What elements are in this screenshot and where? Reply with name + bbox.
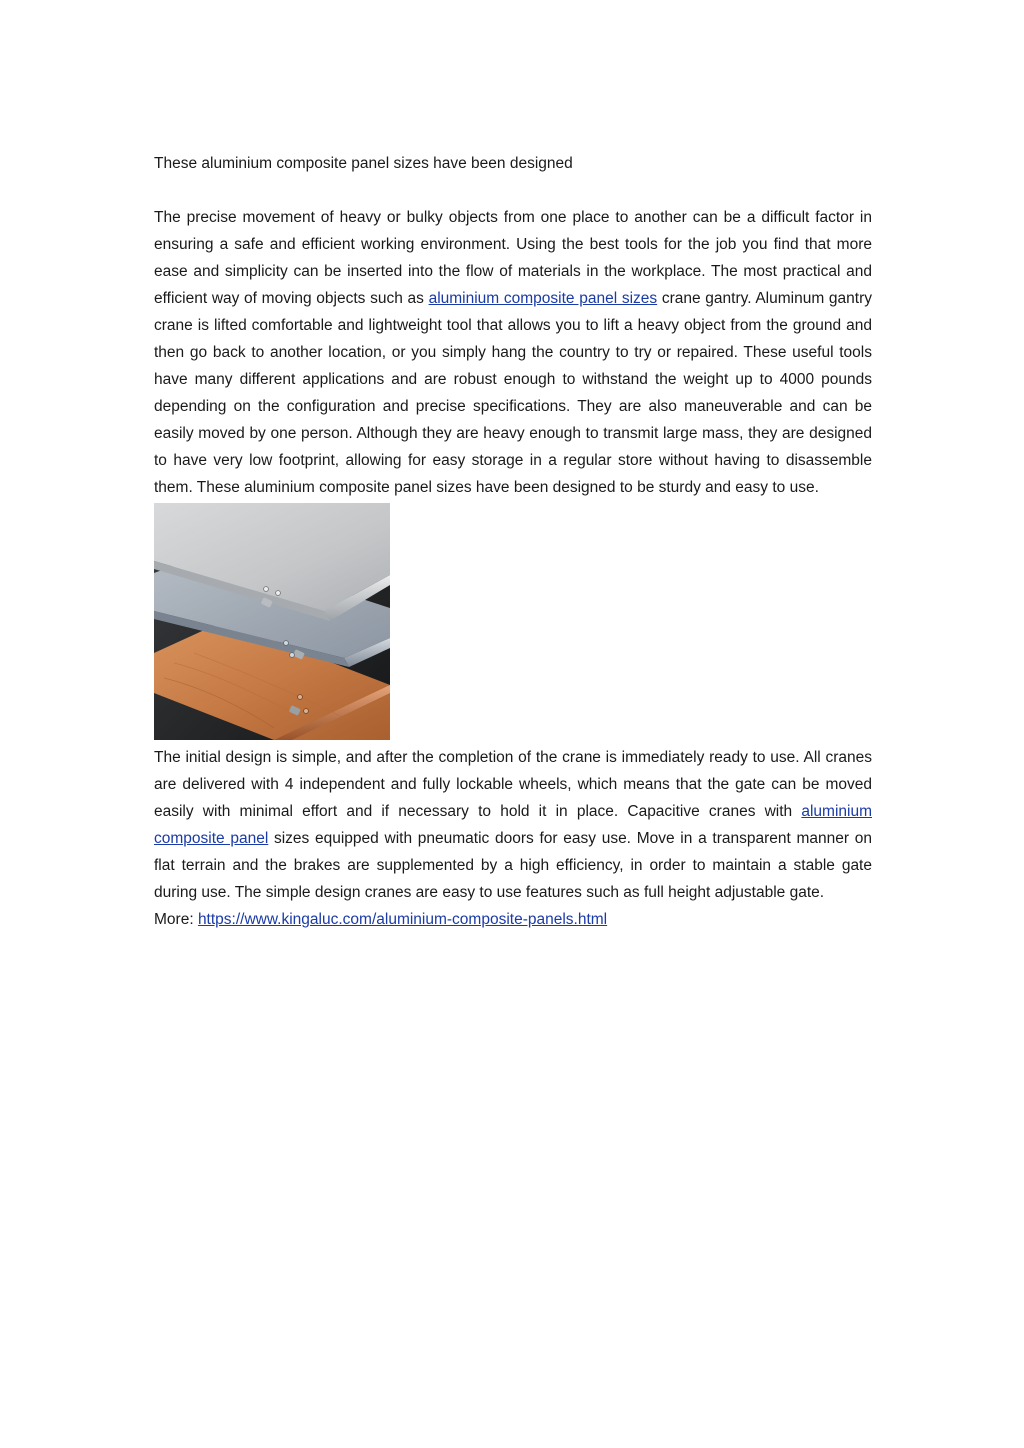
document-title: These aluminium composite panel sizes have been designed xyxy=(154,155,573,172)
paragraph-intro xyxy=(154,204,872,501)
paragraph-design xyxy=(154,744,872,906)
aluminium-panels-photo xyxy=(154,503,390,740)
more-label: More: xyxy=(154,911,198,928)
paragraph-intro-text-end: crane gantry. Aluminum gantry crane is lifted comfortable and lightweight tool that allows you to lift a heavy object from the ground and then go back to another location, or you simply hang the country to try or repaired. These useful tools have many different applications and are robust enough to withstand the weight up to 4000 pounds depending on the configuration and precise specifications. They are also maneuverable and can be easily moved by one person. Although they are heavy enough to transmit large mass, they are designed to have very low footprint, allowing for easy storage in a regular store without having to disassemble them. These aluminium composite panel sizes have been designed to be sturdy and easy to use. xyxy=(154,290,872,496)
paragraph-intro-text-start: The precise movement of heavy or bulky objects from one place to another can be a difficult factor in ensuring a safe and efficient working environment. Using the best tools for the job you find that more ease and simplicity can be inserted into the flow of materials in the workplace. The most practical and efficient way of moving objects such as xyxy=(154,209,872,307)
kingaluc-url-link[interactable]: https://www.kingaluc.com/aluminium-composite-panels.html xyxy=(197,911,608,928)
document-page xyxy=(154,150,872,933)
aluminium-composite-panel-sizes-link[interactable]: aluminium composite panel sizes xyxy=(428,290,658,307)
aluminium-composite-panel-link[interactable]: aluminium composite panel xyxy=(154,803,872,847)
more-line xyxy=(154,906,872,933)
paragraph-design-text-start: The initial design is simple, and after the completion of the crane is immediately ready to use. All cranes are delivered with 4 independent and fully lockable wheels, which means that the gate can be moved easily with minimal effort and if necessary to hold it in place. Capacitive cranes with xyxy=(154,749,872,820)
paragraph-design-text-end: sizes equipped with pneumatic doors for easy use. Move in a transparent manner on flat terrain and the brakes are supplemented by a high efficiency, in order to maintain a stable gate during use. The simple design cranes are easy to use features such as full height adjustable gate. xyxy=(154,830,873,901)
